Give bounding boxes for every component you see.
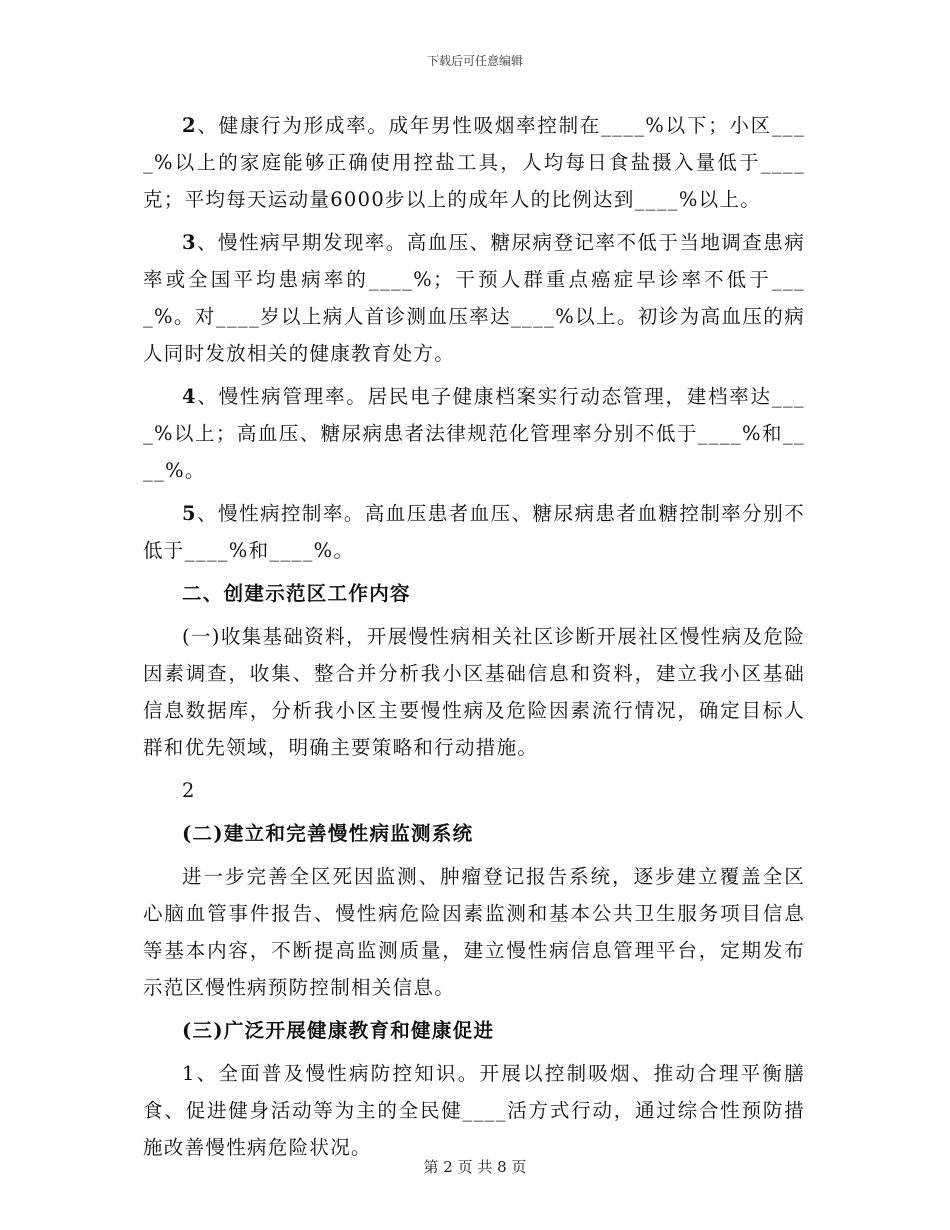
page-header: 下载后可任意编辑 <box>426 54 523 68</box>
document-body <box>143 107 805 1172</box>
paragraph-health-behavior <box>143 107 805 218</box>
paragraph-text: 、健康行为形成率。成年男性吸烟率控制在____%以下；小区____%以上的家庭能够正确使用控盐工具，人均每日食盐摄入量低于____克；平均每天运动量6000步以上的成年人的比例达到____%以上。 <box>143 114 805 211</box>
paragraph-collect-data: (一)收集基础资料，开展慢性病相关社区诊断开展社区慢性病及危险因素调查，收集、整合并分析我小区基础信息和资料，建立我小区基础信息数据库，分析我小区主要慢性病及危险因素流行情况，确定目标人群和优先领域，明确主要策略和行动措施。 <box>143 625 805 759</box>
item-number: 2 <box>182 114 197 137</box>
paragraph-monitoring: 进一步完善全区死因监测、肿瘤登记报告系统，逐步建立覆盖全区心脑血管事件报告、慢性病危险因素监测和基本公共卫生服务项目信息等基本内容，不断提高监测质量，建立慢性病信息管理平台，定期发布示范区慢性病预防控制相关信息。 <box>143 865 805 999</box>
paragraph-management-rate <box>143 378 805 489</box>
item-number: 1 <box>182 1062 196 1085</box>
paragraph-text: 、慢性病控制率。高血压患者血压、糖尿病患者血糖控制率分别不低于____%和____%。 <box>143 502 805 562</box>
paragraph-text: 、全面普及慢性病防控知识。开展以控制吸烟、推动合理平衡膳食、促进健身活动等为主的全民健____活方式行动，通过综合性预防措施改善慢性病危险状况。 <box>143 1062 805 1159</box>
item-number: 3 <box>182 231 197 254</box>
paragraph-knowledge <box>143 1055 805 1166</box>
subsection-heading-education: (三)广泛开展健康教育和健康促进 <box>182 1019 495 1042</box>
section-heading: 二、创建示范区工作内容 <box>182 582 411 605</box>
paragraph-control-rate <box>143 495 805 569</box>
paragraph-early-detection <box>143 224 805 372</box>
page-footer: 第 2 页 共 8 页 <box>423 1158 527 1176</box>
paragraph-text: 、慢性病管理率。居民电子健康档案实行动态管理，建档率达____%以上；高血压、糖尿病患者法律规范化管理率分别不低于____%和____%。 <box>143 385 805 482</box>
page-marker: 2 <box>182 779 196 802</box>
subsection-heading-monitoring: (二)建立和完善慢性病监测系统 <box>182 822 474 845</box>
item-number: 4 <box>182 385 197 408</box>
paragraph-text: 、慢性病早期发现率。高血压、糖尿病登记率不低于当地调查患病率或全国平均患病率的____%；干预人群重点癌症早诊率不低于____%。对____岁以上病人首诊测血压率达____%以上。初诊为高血压的病人同时发放相关的健康教育处方。 <box>143 231 805 365</box>
item-number: 5 <box>182 502 197 525</box>
